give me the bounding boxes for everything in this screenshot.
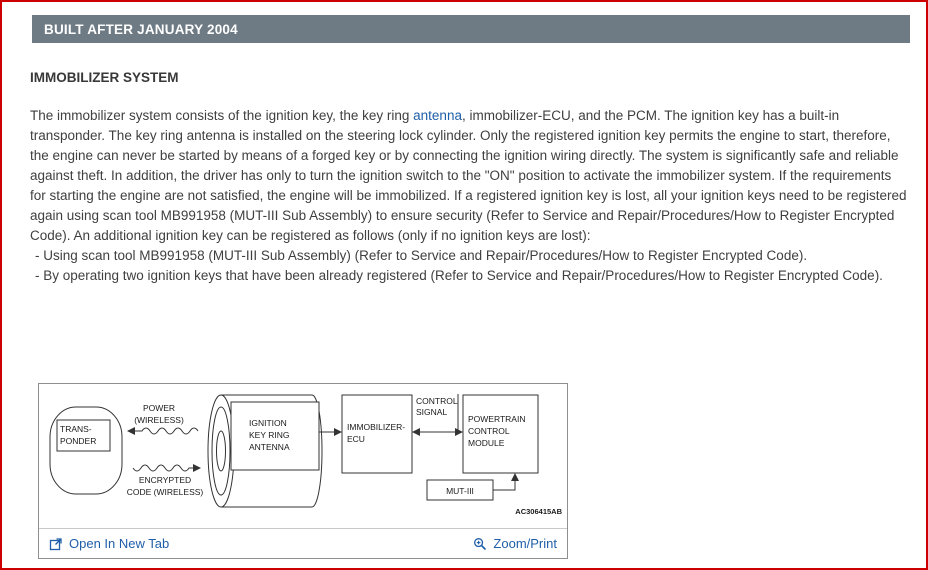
open-in-new-tab-icon — [49, 537, 63, 551]
ecu-label-2: ECU — [347, 434, 365, 444]
ecu-label-1: IMMOBILIZER- — [347, 422, 406, 432]
encrypted-label-2: CODE (WIRELESS) — [126, 487, 204, 497]
pcm-box — [463, 395, 538, 473]
page-title: IMMOBILIZER SYSTEM — [30, 70, 179, 85]
section-header-title: BUILT AFTER JANUARY 2004 — [44, 21, 238, 37]
control-signal-label-1: CONTROL — [416, 396, 458, 406]
mut-to-pcm-connector — [493, 473, 519, 490]
encrypted-label-1: ENCRYPTED — [138, 475, 192, 485]
pcm-label-3: MODULE — [468, 438, 505, 448]
zoom-icon — [473, 537, 487, 551]
mut-box — [427, 480, 493, 500]
open-in-new-tab-link[interactable] — [49, 536, 169, 551]
transponder-label-2: PONDER — [60, 436, 97, 446]
mut-label: MUT-III — [446, 486, 474, 496]
figure-footer — [39, 528, 567, 558]
pcm-label-1: POWERTRAIN — [468, 414, 526, 424]
transponder-shape — [50, 407, 122, 494]
antenna-label-3: ANTENNA — [249, 442, 290, 452]
article — [30, 43, 908, 286]
figure-panel — [38, 383, 568, 559]
figure-code: AC306415AB — [515, 507, 562, 516]
open-in-new-tab-label: Open In New Tab — [69, 536, 170, 551]
paragraph-text-before: The immobilizer system consists of the ignition key, the key ring — [30, 108, 414, 123]
power-label-2: (WIRELESS) — [134, 415, 184, 425]
antenna-label-1: IGNITION — [249, 418, 287, 428]
zoom-print-link[interactable] — [473, 536, 557, 551]
list-item: - By operating two ignition keys that have been already registered (Refer to Service and Repair/Procedures/How to Register Encrypted Code). — [35, 268, 883, 283]
immobilizer-diagram — [39, 384, 567, 528]
body-paragraph — [30, 106, 908, 246]
antenna-link[interactable]: antenna — [413, 108, 462, 123]
power-label-1: POWER — [142, 403, 176, 413]
list-item: - Using scan tool MB991958 (MUT-III Sub Assembly) (Refer to Service and Repair/Procedures/How to Register Encrypted Code). — [35, 248, 808, 263]
antenna-to-ecu-arrow — [319, 428, 342, 436]
section-header — [32, 15, 910, 43]
encrypted-code-arrow — [127, 464, 204, 497]
antenna-label-2: KEY RING — [249, 430, 290, 440]
control-signal-connector — [412, 394, 463, 436]
power-wireless-arrow — [127, 403, 198, 435]
diagram-area — [39, 384, 567, 528]
zoom-print-label: Zoom/Print — [493, 536, 557, 551]
immobilizer-ecu-box — [342, 395, 412, 473]
pcm-label-2: CONTROL — [468, 426, 510, 436]
antenna-label-box — [231, 402, 319, 470]
transponder-label-1: TRANS- — [60, 424, 92, 434]
control-signal-label-2: SIGNAL — [416, 407, 448, 417]
paragraph-text-after: , immobilizer-ECU, and the PCM. The ignition key has a built-in transponder. The key ring antenna is installed on the steering lock cylinder. Only the registered ignition key permits the engine to start, therefore, the engine can never be started by means of a forged key or by connecting the ignition wiring directly. The system is significantly safe and reliable against theft. In addition, the driver has only to turn the ignition switch to the "ON" position to activate the immobilizer system. If the requirements for starting the engine are not satisfied, the engine will be immobilized. If a registered ignition key is lost, all your ignition keys need to be registered again using scan tool MB991958 (MUT-III Sub Assembly) to ensure security (Refer to Service and Repair/Procedures/How to Register Encrypted Code). An additional ignition key can be registered as follows (only if no ignition keys are lost): — [30, 108, 907, 243]
